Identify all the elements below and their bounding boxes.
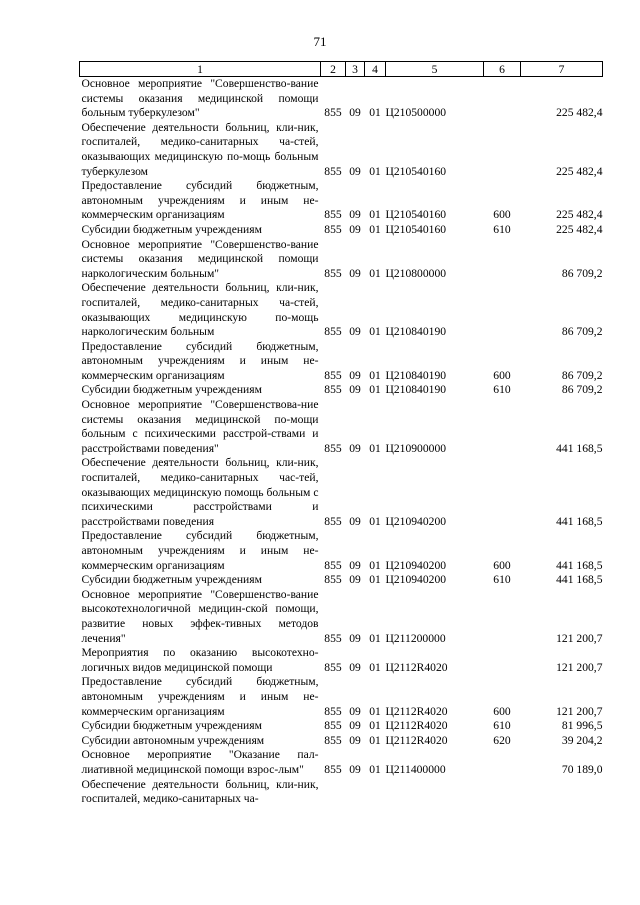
row-section: 09 [349,660,361,674]
col-header-2: 2 [321,62,346,77]
row-name: Мероприятия по оказанию высокотехно-логичных видов медицинской помощи [81,646,319,674]
row-section: 09 [349,383,361,397]
row-section: 09 [349,719,361,733]
table-row [80,383,603,398]
col-header-1: 1 [80,62,321,77]
table-body [80,77,603,807]
row-expense-type: 610 [493,383,511,397]
row-target-article: Ц211200000 [385,631,446,645]
col-header-7: 7 [521,62,603,77]
row-amount: 86 709,2 [561,368,603,382]
table-row [80,223,603,238]
row-expense-type: 600 [493,558,511,572]
table-row [80,778,603,807]
row-target-article: Ц211400000 [385,762,446,776]
row-section: 09 [349,164,361,178]
row-admin-code: 855 [324,325,342,339]
row-target-article: Ц210800000 [385,266,447,280]
row-name: Предоставление субсидий бюджетным, автономным учреждениям и иным не-коммерческим организациям [81,339,319,382]
table-header [80,62,603,77]
row-admin-code: 855 [324,383,342,397]
table-row [80,121,603,179]
row-expense-type [484,398,521,456]
row-expense-type [484,238,521,282]
row-expense-type: 600 [493,368,511,382]
row-name: Субсидии автономным учреждениям [81,733,265,747]
row-amount: 39 204,2 [561,733,603,747]
row-amount: 121 200,7 [556,704,603,718]
row-amount: 441 168,5 [556,573,603,587]
row-subsection: 01 [369,733,381,747]
row-admin-code: 855 [324,164,342,178]
page-number: 71 [313,34,327,49]
table-row [80,646,603,675]
row-admin-code: 855 [324,266,342,280]
row-target-article: Ц2112R4020 [385,704,448,718]
row-section: 09 [349,222,361,236]
row-section: 09 [349,106,361,120]
table-row [80,573,603,588]
row-section [346,778,365,807]
row-expense-type: 610 [493,719,511,733]
row-target-article: Ц2112R4020 [385,733,448,747]
table-row [80,588,603,646]
row-target-article: Ц210840190 [385,368,447,382]
row-target-article: Ц210540160 [385,222,447,236]
row-name: Основное мероприятие "Совершенство-вание системы оказания медицинской помощи больным туберкулезом" [81,77,319,120]
row-amount: 70 189,0 [561,762,603,776]
row-section: 09 [349,441,361,455]
row-admin-code: 855 [324,631,342,645]
row-subsection: 01 [369,514,381,528]
row-admin-code: 855 [324,660,342,674]
row-name: Основное мероприятие "Оказание пал-лиативной медицинской помощи взрос-лым" [81,748,319,776]
row-expense-type [484,281,521,339]
row-target-article [386,778,484,807]
row-amount: 441 168,5 [556,441,603,455]
row-expense-type [484,778,521,807]
row-admin-code: 855 [324,222,342,236]
row-name: Субсидии бюджетным учреждениям [81,222,262,236]
row-admin-code: 855 [324,762,342,776]
row-target-article: Ц210540160 [385,164,447,178]
table-row [80,340,603,384]
row-admin-code: 855 [324,368,342,382]
row-name: Предоставление субсидий бюджетным, автономным учреждениям и иным не-коммерческим организациям [81,529,319,572]
row-target-article: Ц210540160 [385,208,447,222]
row-amount: 86 709,2 [561,383,603,397]
table-row [80,719,603,734]
row-target-article: Ц210940200 [385,514,447,528]
row-admin-code: 855 [324,558,342,572]
row-name: Обеспечение деятельности больниц, кли-ник, госпиталей, медико-санитарных ча-стей, оказывающих медицинскую по-мощь наркологическим больным [81,281,319,339]
row-subsection: 01 [369,208,381,222]
row-admin-code: 855 [324,208,342,222]
row-amount: 225 482,4 [556,164,603,178]
table-row [80,77,603,121]
table-row [80,238,603,282]
row-section: 09 [349,733,361,747]
row-admin-code: 855 [324,514,342,528]
table-row [80,748,603,777]
row-admin-code [321,778,346,807]
table-row [80,529,603,573]
row-expense-type [484,646,521,675]
row-section: 09 [349,514,361,528]
row-subsection: 01 [369,660,381,674]
table-row [80,398,603,456]
row-expense-type [484,121,521,179]
row-name: Субсидии бюджетным учреждениям [81,719,262,733]
row-section: 09 [349,631,361,645]
row-subsection: 01 [369,631,381,645]
row-subsection [365,778,386,807]
row-admin-code: 855 [324,441,342,455]
row-target-article: Ц210940200 [385,573,447,587]
row-amount: 441 168,5 [556,514,603,528]
row-amount [521,778,603,807]
row-section: 09 [349,325,361,339]
row-name: Предоставление субсидий бюджетным, автономным учреждениям и иным не-коммерческим организациям [81,179,319,222]
row-section: 09 [349,208,361,222]
row-subsection: 01 [369,222,381,236]
table-row [80,456,603,529]
table-row [80,675,603,719]
row-subsection: 01 [369,383,381,397]
row-section: 09 [349,704,361,718]
table-row [80,281,603,339]
row-expense-type [484,77,521,121]
row-admin-code: 855 [324,704,342,718]
row-target-article: Ц2112R4020 [385,660,448,674]
table-row [80,179,603,223]
row-expense-type: 610 [493,222,511,236]
row-target-article: Ц210840190 [385,383,447,397]
row-target-article: Ц210500000 [385,106,447,120]
row-expense-type: 620 [493,733,511,747]
col-header-5: 5 [386,62,484,77]
row-name: Основное мероприятие "Совершенство-вание высокотехнологичной медицин-ской помощи, развитие новых эффек-тивных методов лечения" [81,587,319,645]
row-admin-code: 855 [324,573,342,587]
row-amount: 81 996,5 [561,719,603,733]
row-section: 09 [349,266,361,280]
row-subsection: 01 [369,106,381,120]
row-amount: 121 200,7 [556,660,603,674]
row-name: Обеспечение деятельности больниц, кли-ник, госпиталей, медико-санитарных ча-стей, оказывающих медицинскую по-мощь больным туберкулезом [81,120,319,178]
row-name: Субсидии бюджетным учреждениям [81,383,262,397]
row-subsection: 01 [369,573,381,587]
col-header-3: 3 [346,62,365,77]
row-target-article: Ц210940200 [385,558,447,572]
row-name: Субсидии бюджетным учреждениям [81,573,262,587]
col-header-4: 4 [365,62,386,77]
row-subsection: 01 [369,368,381,382]
table-row [80,734,603,749]
row-section: 09 [349,558,361,572]
row-target-article: Ц210840190 [385,325,447,339]
row-amount: 86 709,2 [561,266,603,280]
row-subsection: 01 [369,719,381,733]
row-admin-code: 855 [324,719,342,733]
row-target-article: Ц2112R4020 [385,719,448,733]
row-subsection: 01 [369,762,381,776]
row-admin-code: 855 [324,733,342,747]
row-section: 09 [349,573,361,587]
row-amount: 225 482,4 [556,222,603,236]
row-amount: 121 200,7 [556,631,603,645]
row-admin-code: 855 [324,106,342,120]
row-amount: 86 709,2 [561,325,603,339]
row-name: Основное мероприятие "Совершенство-вание системы оказания медицинской помощи наркологическим больным" [81,237,319,280]
row-section: 09 [349,368,361,382]
row-subsection: 01 [369,704,381,718]
row-expense-type [484,588,521,646]
row-amount: 225 482,4 [556,208,603,222]
row-expense-type: 600 [493,704,511,718]
row-amount: 225 482,4 [556,106,603,120]
row-section: 09 [349,762,361,776]
row-name: Предоставление субсидий бюджетным, автономным учреждениям и иным не-коммерческим организациям [81,675,319,718]
row-expense-type [484,456,521,529]
row-subsection: 01 [369,325,381,339]
row-expense-type: 600 [493,208,511,222]
row-subsection: 01 [369,441,381,455]
row-subsection: 01 [369,266,381,280]
row-subsection: 01 [369,558,381,572]
budget-table [79,61,603,807]
row-expense-type: 610 [493,573,511,587]
row-expense-type [484,748,521,777]
row-amount: 441 168,5 [556,558,603,572]
row-name: Обеспечение деятельности больниц, кли-ник, госпиталей, медико-санитарных ча- [81,777,319,806]
row-name: Обеспечение деятельности больниц, кли-ник, госпиталей, медико-санитарных час-тей, оказывающих медицинскую помощь больным с психическими расстройствами и расстройствами поведения [81,456,319,528]
row-target-article: Ц210900000 [385,441,447,455]
col-header-6: 6 [484,62,521,77]
row-name: Основное мероприятие "Совершенствова-ние системы оказания медицинской по-мощи больным с психическими расстрой-ствами и расстройствами поведения" [81,398,319,455]
row-subsection: 01 [369,164,381,178]
